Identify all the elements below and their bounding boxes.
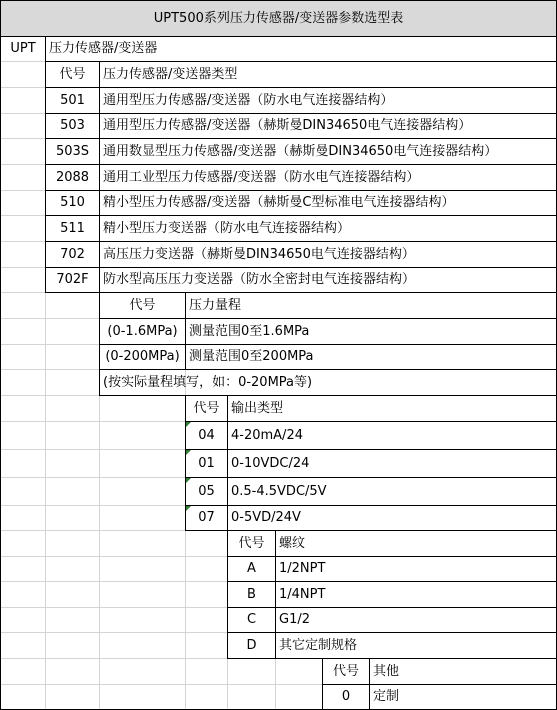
- thread-code: C: [246, 612, 257, 627]
- output-code: 05: [198, 483, 215, 499]
- output-desc: 4-20mA/24: [231, 427, 303, 443]
- type-code: 702F: [56, 272, 89, 287]
- range-desc: 测量范围0至1.6MPa: [189, 323, 310, 339]
- sheet-title: UPT500系列压力传感器/变送器参数选型表: [1, 1, 556, 36]
- model-code: UPT: [10, 41, 36, 56]
- range-header-label: 压力量程: [189, 297, 242, 313]
- type-code: 503: [60, 118, 85, 133]
- output-header-code: 代号: [193, 400, 220, 416]
- type-code: 702: [60, 246, 85, 262]
- output-header-label: 输出类型: [231, 400, 284, 416]
- thread-code: B: [247, 586, 256, 602]
- type-desc: 高压压力变送器（赫斯曼DIN34650电气连接器结构）: [103, 246, 415, 262]
- type-desc: 精小型压力传感器/变送器（赫斯曼C型标准电气连接器结构）: [103, 195, 455, 210]
- range-header-code: 代号: [129, 297, 156, 313]
- type-code: 503S: [55, 143, 90, 159]
- other-header-code: 代号: [332, 663, 359, 679]
- type-code: 501: [60, 92, 85, 108]
- comment-marker-icon: [186, 506, 191, 511]
- comment-marker-icon: [186, 422, 191, 427]
- type-code: 2088: [55, 169, 90, 185]
- model-name: 压力传感器/变送器: [49, 41, 158, 56]
- output-desc: 0-10VDC/24: [231, 455, 310, 471]
- other-header-label: 其他: [373, 663, 400, 679]
- type-header-code: 代号: [59, 66, 86, 82]
- type-desc: 通用数显型压力传感器/变送器（赫斯曼DIN34650电气连接器结构）: [103, 143, 498, 159]
- thread-code: D: [246, 637, 257, 653]
- output-code: 04: [198, 427, 215, 443]
- thread-header-label: 螺纹: [279, 535, 306, 551]
- range-desc: 测量范围0至200MPa: [189, 349, 314, 364]
- type-code: 511: [60, 220, 85, 236]
- thread-desc: 1/2NPT: [279, 561, 326, 576]
- comment-marker-icon: [186, 450, 191, 455]
- output-code: 07: [198, 510, 215, 525]
- thread-desc: 其它定制规格: [279, 637, 358, 653]
- thread-desc: G1/2: [279, 612, 310, 627]
- type-desc: 通用型压力传感器/变送器（防水电气连接器结构）: [103, 92, 394, 108]
- thread-desc: 1/4NPT: [279, 586, 326, 602]
- range-code: (0-200MPa): [105, 349, 180, 364]
- other-desc: 定制: [373, 689, 400, 704]
- thread-header-code: 代号: [238, 535, 265, 551]
- output-desc: 0.5-4.5VDC/5V: [231, 483, 327, 499]
- other-code: 0: [341, 689, 351, 704]
- range-code: (0-1.6MPa): [107, 323, 178, 339]
- range-note: (按实际量程填写，如：0-20MPa等): [103, 374, 313, 390]
- type-desc: 通用型压力传感器/变送器（赫斯曼DIN34650电气连接器结构）: [103, 118, 472, 133]
- output-code: 01: [198, 455, 215, 471]
- output-desc: 0-5VD/24V: [231, 510, 301, 525]
- type-desc: 精小型压力变送器（防水电气连接器结构）: [103, 220, 351, 236]
- type-desc: 防水型高压压力变送器（防水全密封电气连接器结构）: [103, 272, 416, 287]
- type-header-label: 压力传感器/变送器类型: [103, 66, 238, 82]
- type-code: 510: [60, 195, 85, 210]
- type-desc: 通用工业型压力传感器/变送器（防水电气连接器结构）: [103, 169, 420, 185]
- comment-marker-icon: [186, 478, 191, 483]
- thread-code: A: [247, 561, 256, 576]
